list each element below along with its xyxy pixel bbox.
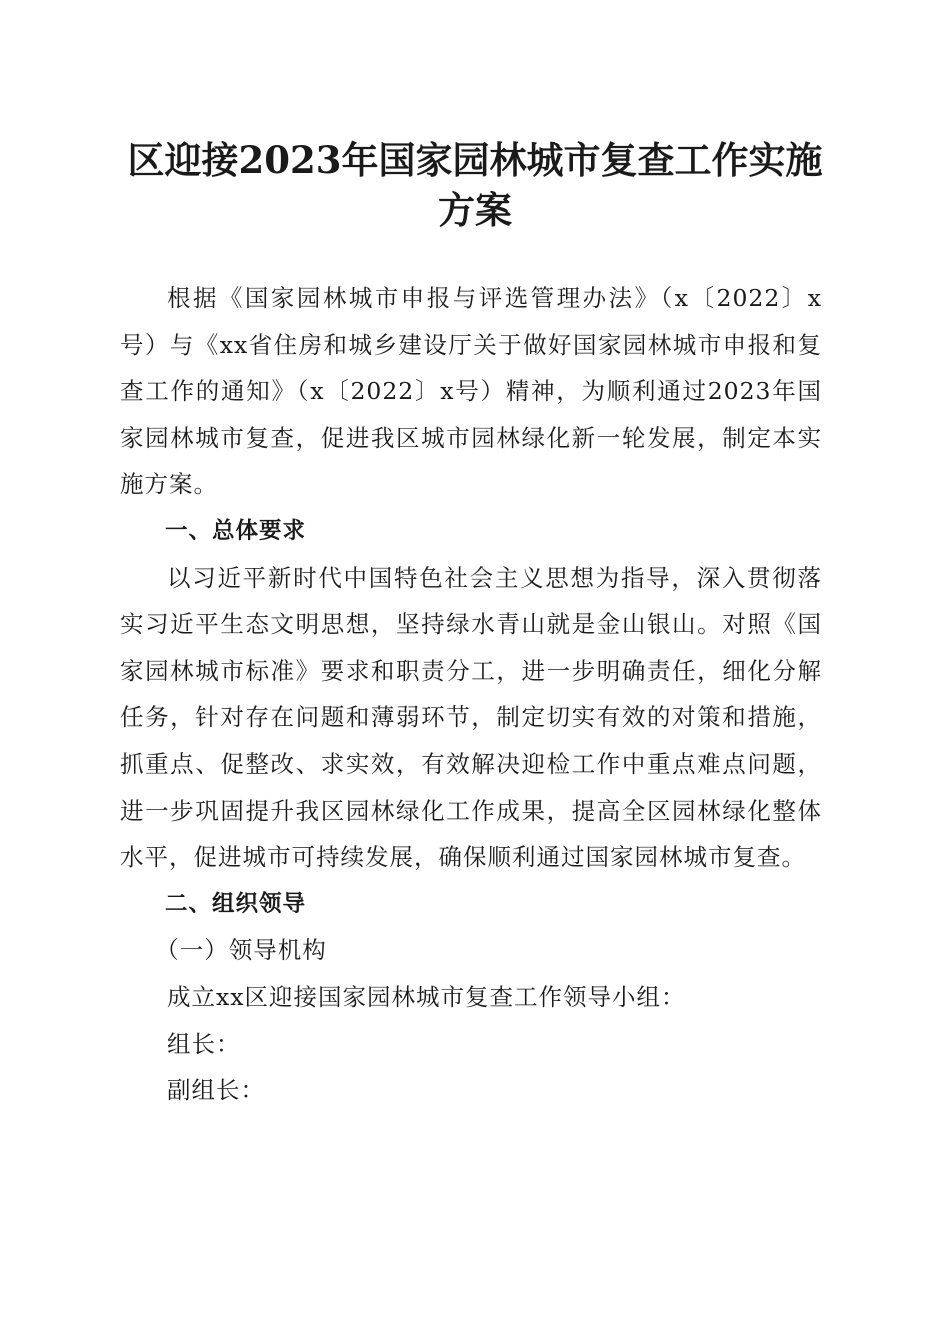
document-body: [120, 275, 822, 1114]
intro-paragraph: 根据《国家园林城市申报与评选管理办法》（x〔2022〕x号）与《xx省住房和城乡建设厅关于做好国家园林城市申报和复查工作的通知》（x〔2022〕x号）精神，为顺利通过2023年国家园林城市复查，促进我区城市园林绿化新一轮发展，制定本实施方案。: [120, 284, 822, 499]
leadership-group-paragraph: 成立xx区迎接国家园林城市复查工作领导小组：: [167, 982, 686, 1011]
group-leader-label: 组长：: [167, 1029, 241, 1058]
general-requirements-paragraph: 以习近平新时代中国特色社会主义思想为指导，深入贯彻落实习近平生态文明思想，坚持绿水青山就是金山银山。对照《国家园林城市标准》要求和职责分工，进一步明确责任，细化分解任务，针对存在问题和薄弱环节，制定切实有效的对策和措施，抓重点、促整改、求实效，有效解决迎检工作中重点难点问题，进一步巩固提升我区园林绿化工作成果，提高全区园林绿化整体水平，促进城市可持续发展，确保顺利通过国家园林城市复查。: [120, 563, 822, 872]
section-heading-general-requirements: 一、总体要求: [165, 517, 307, 544]
section-heading-organization: 二、组织领导: [165, 890, 307, 917]
document-title: 区迎接2023年国家园林城市复查工作实施方案: [127, 138, 823, 232]
deputy-leader-label: 副组长：: [167, 1076, 265, 1105]
subsection-heading-leadership: （一）领导机构: [155, 936, 327, 965]
